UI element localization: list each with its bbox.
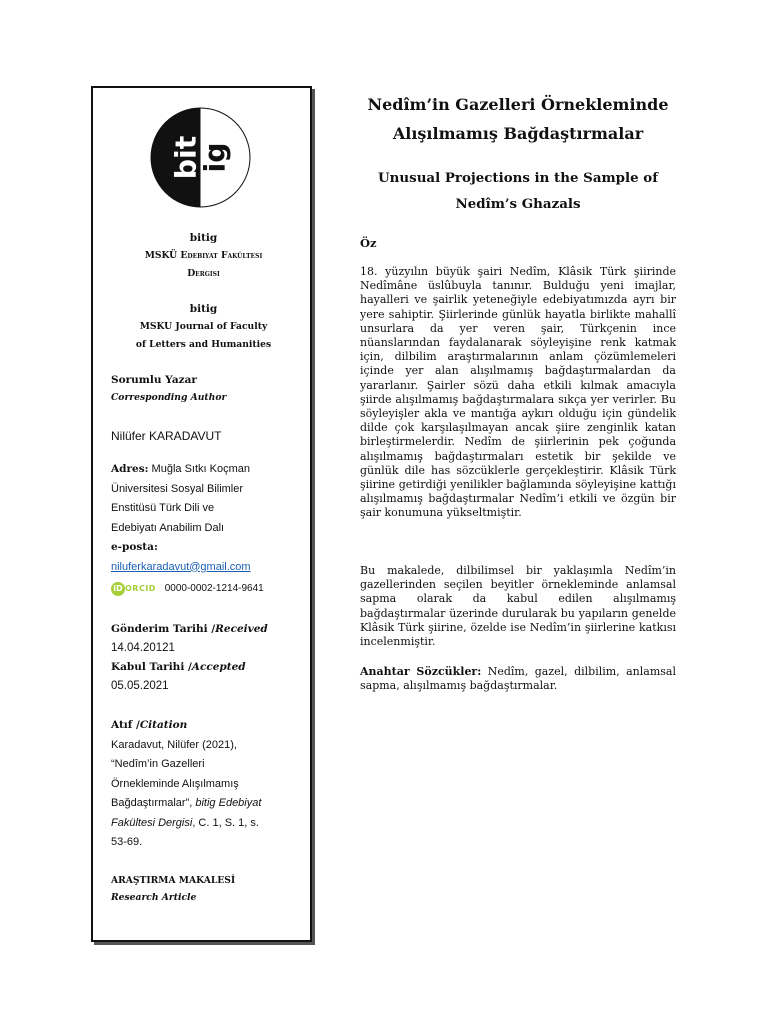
article-type-en: Research Article [111, 892, 197, 903]
accepted-label-en: Accepted [191, 661, 246, 673]
citation-line4a: Bağdaştırmalar”, [111, 797, 196, 809]
address-block [111, 460, 296, 577]
citation-label-en: Citation [139, 719, 188, 731]
citation-line2: “Nedîm’in Gazelleri [111, 758, 205, 770]
faculty-name-en-line2: of Letters and Humanities [135, 339, 272, 350]
keywords-label: Anahtar Sözcükler: [360, 665, 482, 678]
journal-title-tr: bitig [189, 232, 218, 244]
abstract-heading: Öz [360, 236, 377, 250]
journal-name-tr [111, 229, 296, 283]
email-label: e-posta: [111, 541, 158, 553]
journal-info-sidebar [91, 86, 312, 942]
keywords [360, 665, 676, 693]
abstract-paragraph-1: 18. yüzyılın büyük şairi Nedîm, Klâsik Türk şiirinde Nedîmâne üslûbuyla tanınır. Bulduğu yeni imajlar, hayalleri ve şairlik yeteneğiyle edebiyatımızda ayrı bir yere sahiptir. Şiirlerinde günlük hayatla birlikte mahallî unsurlara da yer veren şair, Türkçenin ince nüanslarından faydalanarak söyleyişine renk katmak için, dilbilim araştırmalarının anlam çözümlemeleri içinde yer alan alışılmamış bağdaştırmalardan da yararlanır. Şairler sözü daha etkili kılmak amacıyla şiirde alışılmamış bağdaştırmalara sıkça yer verirler. Bu söyleyişler akla ve mantığa aykırı olduğu için gündelik dilde çok karşılaşılmayan ancak şiire zenginlik katan birleştirmelerdir. Nedîm de şiirlerinin pek çoğunda alışılmamış bağdaştırmaları estetik bir şekilde ve günlük dile has sözcüklerle gerçekleştirir. Klâsik Türk şiirine getirdiği yenilikler bağlamında söyleyişine kattığı alışılmamış bağdaştırmalar Nedîm’i etkili ve özgün bir şair konumuna yükseltmiştir. [360, 265, 676, 520]
faculty-name-tr-line2: Dergisi [187, 268, 220, 279]
subtitle-line1: Unusual Projections in the Sample of [378, 170, 658, 186]
dates-block [111, 620, 296, 696]
citation-block [111, 716, 296, 853]
accepted-date: 05.05.2021 [111, 680, 169, 692]
address-line3: Enstitüsü Türk Dili ve [111, 502, 215, 514]
accepted-label-tr: Kabul Tarihi / [111, 661, 192, 673]
citation-label-tr: Atıf / [111, 719, 140, 731]
corresponding-label-en: Corresponding Author [111, 392, 227, 403]
orcid-label: ORCID [125, 584, 156, 593]
title-line1: Nedîm’in Gazelleri Örnekleminde [367, 95, 669, 114]
citation-line5a: Fakültesi Dergisi [111, 816, 193, 829]
address-label: Adres: [111, 463, 149, 475]
received-label-en: Received [215, 623, 268, 635]
svg-text:ig: ig [198, 142, 232, 173]
faculty-name-tr-line1: MSKÜ Edebiyat Fakültesi [144, 250, 263, 261]
citation-line6: 53-69. [111, 836, 143, 848]
orcid-id: 0000-0002-1214-9641 [164, 583, 264, 594]
author-name: Nilüfer KARADAVUT [111, 429, 222, 443]
address-line1: Muğla Sıtkı Koçman [148, 463, 250, 475]
svg-text:bit: bit [169, 135, 203, 180]
received-label-tr: Gönderim Tarihi / [111, 623, 216, 635]
orcid-icon[interactable]: iD [111, 582, 125, 596]
citation-line1: Karadavut, Nilüfer (2021), [111, 738, 237, 751]
citation-line3: Örnekleminde Alışılmamış [111, 777, 239, 790]
journal-title-en: bitig [189, 303, 218, 315]
citation-line5b: , C. 1, S. 1, s. [192, 816, 259, 829]
article-title [360, 90, 676, 148]
corresponding-author [111, 371, 296, 407]
bitig-logo [150, 107, 251, 208]
address-line2: Üniversitesi Sosyal Bilimler [111, 482, 244, 495]
address-line4: Edebiyatı Anabilim Dalı [111, 521, 225, 534]
email-link[interactable]: niluferkaradavut@gmail.com [111, 560, 251, 573]
article-type-tr: ARAŞTIRMA MAKALESİ [111, 875, 236, 886]
journal-name-en [111, 300, 296, 354]
keywords-text: Nedîm, gazel, dilbilim, anlamsal sapma, alışılmamış bağdaştırmalar. [360, 665, 676, 693]
subtitle-line2: Nedîm’s Ghazals [455, 196, 581, 212]
faculty-name-en-line1: MSKU Journal of Faculty [139, 321, 268, 332]
title-line2: Alışılmamış Bağdaştırmalar [392, 124, 644, 143]
corresponding-label-tr: Sorumlu Yazar [111, 374, 197, 386]
orcid-row [111, 579, 306, 600]
article-subtitle [360, 165, 676, 217]
citation-line4b: bitig Edebiyat [195, 797, 262, 809]
abstract-paragraph-2: Bu makalede, dilbilimsel bir yaklaşımla Nedîm’in gazellerinden seçilen beyitler örnekleminde anlamsal sapma olarak da kabul edilen alışılmamış bağdaştırmalar üzerinde durularak bu yapıların genelde Klâsik Türk şiirine, özelde ise Nedîm’in şiirlerine katkısı incelenmiştir. [360, 564, 676, 649]
received-date: 14.04.20121 [111, 642, 175, 654]
article-type [111, 872, 296, 906]
